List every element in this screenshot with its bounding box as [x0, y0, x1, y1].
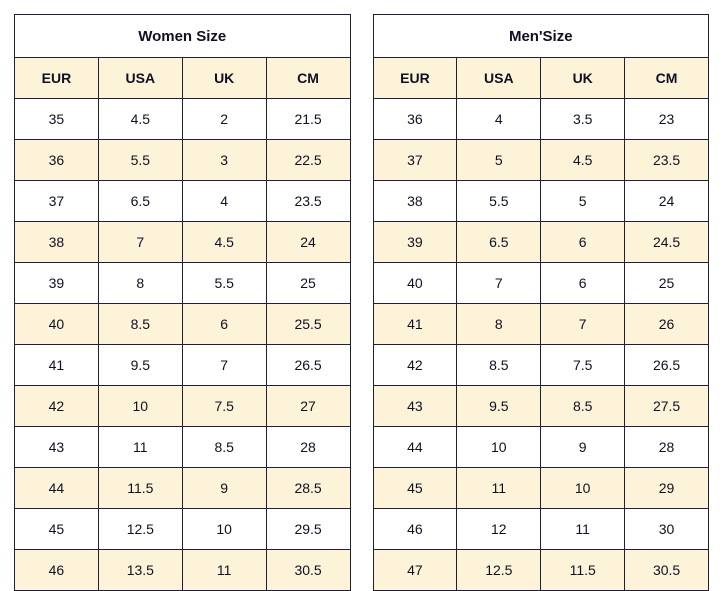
cell-usa: 7 — [98, 222, 182, 263]
table-row — [15, 99, 351, 140]
cell-usa: 8 — [457, 304, 541, 345]
cell-eur: 46 — [15, 550, 99, 591]
cell-eur: 37 — [373, 140, 457, 181]
cell-cm: 24.5 — [625, 222, 709, 263]
women-table-title-row — [15, 15, 351, 58]
cell-usa: 5.5 — [98, 140, 182, 181]
cell-uk: 8.5 — [541, 386, 625, 427]
cell-eur: 40 — [15, 304, 99, 345]
women-column-header-uk: UK — [182, 58, 266, 99]
cell-cm: 25 — [266, 263, 350, 304]
cell-cm: 23.5 — [625, 140, 709, 181]
cell-usa: 5 — [457, 140, 541, 181]
cell-cm: 26 — [625, 304, 709, 345]
cell-cm: 27 — [266, 386, 350, 427]
cell-uk: 4.5 — [541, 140, 625, 181]
cell-eur: 35 — [15, 99, 99, 140]
men-table-title: Men'Size — [373, 15, 709, 58]
cell-uk: 7.5 — [182, 386, 266, 427]
cell-cm: 30.5 — [266, 550, 350, 591]
cell-uk: 11 — [182, 550, 266, 591]
cell-uk: 6 — [182, 304, 266, 345]
cell-uk: 6 — [541, 263, 625, 304]
cell-uk: 4.5 — [182, 222, 266, 263]
men-column-header-cm: CM — [625, 58, 709, 99]
women-table-title: Women Size — [15, 15, 351, 58]
cell-uk: 7 — [541, 304, 625, 345]
cell-uk: 7.5 — [541, 345, 625, 386]
cell-eur: 43 — [373, 386, 457, 427]
cell-cm: 25.5 — [266, 304, 350, 345]
table-row — [15, 427, 351, 468]
men-size-table-wrapper — [373, 14, 710, 591]
cell-usa: 6.5 — [457, 222, 541, 263]
cell-cm: 27.5 — [625, 386, 709, 427]
cell-eur: 43 — [15, 427, 99, 468]
cell-cm: 28.5 — [266, 468, 350, 509]
cell-usa: 9.5 — [457, 386, 541, 427]
table-row — [373, 222, 709, 263]
men-table-header-row — [373, 58, 709, 99]
cell-uk: 9 — [182, 468, 266, 509]
cell-eur: 47 — [373, 550, 457, 591]
cell-eur: 39 — [373, 222, 457, 263]
cell-eur: 44 — [15, 468, 99, 509]
women-column-header-eur: EUR — [15, 58, 99, 99]
table-row — [373, 99, 709, 140]
cell-eur: 38 — [373, 181, 457, 222]
women-table-header-row — [15, 58, 351, 99]
table-row — [373, 304, 709, 345]
table-row — [373, 468, 709, 509]
table-row — [15, 140, 351, 181]
table-row — [15, 550, 351, 591]
women-size-table-wrapper — [14, 14, 351, 591]
cell-eur: 38 — [15, 222, 99, 263]
cell-uk: 2 — [182, 99, 266, 140]
cell-cm: 29.5 — [266, 509, 350, 550]
cell-eur: 36 — [15, 140, 99, 181]
women-column-header-cm: CM — [266, 58, 350, 99]
table-row — [373, 386, 709, 427]
men-size-table-body — [373, 15, 709, 591]
cell-eur: 39 — [15, 263, 99, 304]
cell-cm: 24 — [266, 222, 350, 263]
cell-usa: 10 — [457, 427, 541, 468]
cell-cm: 22.5 — [266, 140, 350, 181]
table-row — [15, 263, 351, 304]
cell-usa: 8.5 — [98, 304, 182, 345]
cell-uk: 5 — [541, 181, 625, 222]
cell-uk: 11 — [541, 509, 625, 550]
table-row — [373, 509, 709, 550]
cell-uk: 4 — [182, 181, 266, 222]
men-size-table — [373, 14, 710, 591]
cell-eur: 46 — [373, 509, 457, 550]
men-column-header-eur: EUR — [373, 58, 457, 99]
table-row — [15, 181, 351, 222]
cell-cm: 30.5 — [625, 550, 709, 591]
cell-usa: 9.5 — [98, 345, 182, 386]
cell-usa: 10 — [98, 386, 182, 427]
table-row — [373, 427, 709, 468]
cell-eur: 41 — [373, 304, 457, 345]
cell-usa: 12.5 — [457, 550, 541, 591]
cell-eur: 42 — [15, 386, 99, 427]
cell-cm: 28 — [625, 427, 709, 468]
cell-cm: 21.5 — [266, 99, 350, 140]
cell-usa: 8.5 — [457, 345, 541, 386]
cell-uk: 3.5 — [541, 99, 625, 140]
cell-usa: 13.5 — [98, 550, 182, 591]
cell-usa: 11 — [457, 468, 541, 509]
cell-eur: 45 — [373, 468, 457, 509]
cell-cm: 23 — [625, 99, 709, 140]
cell-uk: 11.5 — [541, 550, 625, 591]
cell-eur: 45 — [15, 509, 99, 550]
table-row — [15, 468, 351, 509]
cell-eur: 44 — [373, 427, 457, 468]
cell-usa: 4.5 — [98, 99, 182, 140]
cell-uk: 5.5 — [182, 263, 266, 304]
cell-uk: 8.5 — [182, 427, 266, 468]
cell-cm: 30 — [625, 509, 709, 550]
table-row — [15, 345, 351, 386]
table-row — [15, 222, 351, 263]
cell-usa: 6.5 — [98, 181, 182, 222]
cell-usa: 11 — [98, 427, 182, 468]
cell-uk: 10 — [541, 468, 625, 509]
cell-usa: 8 — [98, 263, 182, 304]
cell-cm: 26.5 — [266, 345, 350, 386]
women-column-header-usa: USA — [98, 58, 182, 99]
table-row — [373, 140, 709, 181]
cell-eur: 41 — [15, 345, 99, 386]
table-row — [373, 550, 709, 591]
cell-cm: 26.5 — [625, 345, 709, 386]
cell-usa: 7 — [457, 263, 541, 304]
table-row — [15, 509, 351, 550]
cell-cm: 25 — [625, 263, 709, 304]
cell-uk: 3 — [182, 140, 266, 181]
table-row — [373, 181, 709, 222]
table-row — [373, 345, 709, 386]
men-table-title-row — [373, 15, 709, 58]
cell-cm: 23.5 — [266, 181, 350, 222]
cell-eur: 42 — [373, 345, 457, 386]
cell-uk: 6 — [541, 222, 625, 263]
cell-usa: 12.5 — [98, 509, 182, 550]
cell-uk: 10 — [182, 509, 266, 550]
cell-usa: 5.5 — [457, 181, 541, 222]
cell-usa: 4 — [457, 99, 541, 140]
men-column-header-usa: USA — [457, 58, 541, 99]
women-size-table-body — [15, 15, 351, 591]
cell-usa: 11.5 — [98, 468, 182, 509]
cell-eur: 36 — [373, 99, 457, 140]
women-size-table — [14, 14, 351, 591]
table-row — [15, 304, 351, 345]
cell-eur: 37 — [15, 181, 99, 222]
men-column-header-uk: UK — [541, 58, 625, 99]
table-row — [373, 263, 709, 304]
cell-uk: 9 — [541, 427, 625, 468]
cell-uk: 7 — [182, 345, 266, 386]
cell-cm: 29 — [625, 468, 709, 509]
cell-cm: 24 — [625, 181, 709, 222]
cell-eur: 40 — [373, 263, 457, 304]
cell-usa: 12 — [457, 509, 541, 550]
table-row — [15, 386, 351, 427]
cell-cm: 28 — [266, 427, 350, 468]
